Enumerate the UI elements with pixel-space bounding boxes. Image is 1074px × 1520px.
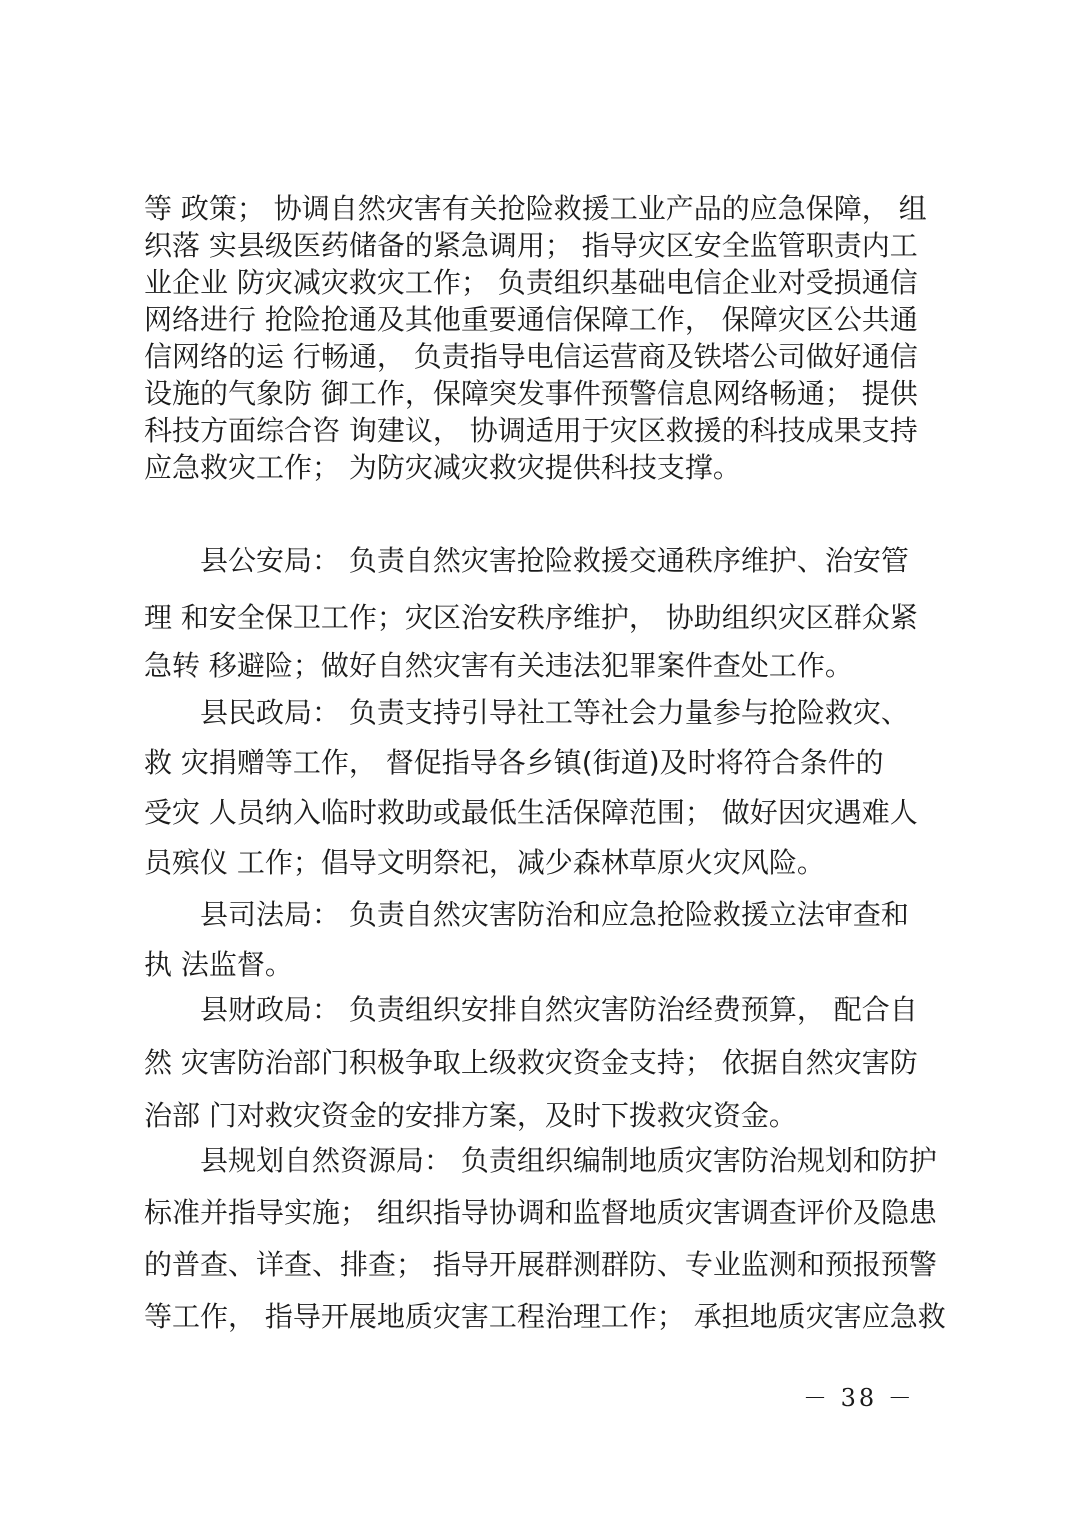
text-line: 县公安局： 负责自然灾害抢险救援交通秩序维护、治安管 (144, 544, 909, 577)
text-line: 的普查、详查、排查； 指导开展群测群防、专业监测和预报预警 (144, 1248, 937, 1281)
text-line: 应急救灾工作； 为防灾减灾救灾提供科技支撑。 (144, 451, 741, 484)
text-line: 治部 门对救灾资金的安排方案，及时下拨救灾资金。 (144, 1099, 797, 1132)
text-line: 急转 移避险；做好自然灾害有关违法犯罪案件查处工作。 (144, 649, 853, 682)
text-line: 等工作， 指导开展地质灾害工程治理工作； 承担地质灾害应急救 (144, 1300, 946, 1333)
text-line: 县规划自然资源局： 负责组织编制地质灾害防治规划和防护 (144, 1144, 937, 1177)
text-line: 理 和安全保卫工作；灾区治安秩序维护， 协助组织灾区群众紧 (144, 601, 918, 634)
text-line: 县民政局： 负责支持引导社工等社会力量参与抢险救灾、 (144, 696, 909, 729)
paragraph-policy-continuation (144, 190, 944, 486)
paragraph-justice (144, 890, 944, 990)
text-line: 网络进行 抢险抢通及其他重要通信保障工作， 保障灾区公共通 (144, 303, 918, 336)
text-line: 标准并指导实施； 组织指导协调和监督地质灾害调查评价及隐患 (144, 1196, 937, 1229)
text-line: 救 灾捐赠等工作， 督促指导各乡镇(街道)及时将符合条件的 (144, 746, 884, 779)
paragraph-finance (144, 985, 944, 1144)
paragraph-public-security (144, 537, 944, 690)
text-line: 然 灾害防治部门积极争取上级救灾资金支持； 依据自然灾害防 (144, 1046, 918, 1079)
paragraph-civil-affairs (144, 688, 944, 888)
text-line: 织落 实县级医药储备的紧急调用； 指导灾区安全监管职责内工 (144, 229, 918, 262)
text-line: 受灾 人员纳入临时救助或最低生活保障范围； 做好因灾遇难人 (144, 796, 918, 829)
text-line: 信网络的运 行畅通， 负责指导电信运营商及铁塔公司做好通信 (144, 340, 918, 373)
paragraph-natural-resources (144, 1136, 944, 1344)
text-line: 员殡仪 工作；倡导文明祭祀，减少森林草原火灾风险。 (144, 846, 825, 879)
text-line: 县司法局： 负责自然灾害防治和应急抢险救援立法审查和 (144, 898, 909, 931)
page-number: － 38 － (803, 1384, 915, 1412)
text-line: 等 政策； 协调自然灾害有关抢险救援工业产品的应急保障， 组 (144, 192, 927, 225)
text-line: 设施的气象防 御工作，保障突发事件预警信息网络畅通； 提供 (144, 377, 918, 410)
text-line: 县财政局： 负责组织安排自然灾害防治经费预算， 配合自 (144, 993, 918, 1026)
text-line: 科技方面综合咨 询建议， 协调适用于灾区救援的科技成果支持 (144, 414, 918, 447)
text-line: 执 法监督。 (144, 948, 293, 981)
text-line: 业企业 防灾减灾救灾工作； 负责组织基础电信企业对受损通信 (144, 266, 918, 299)
